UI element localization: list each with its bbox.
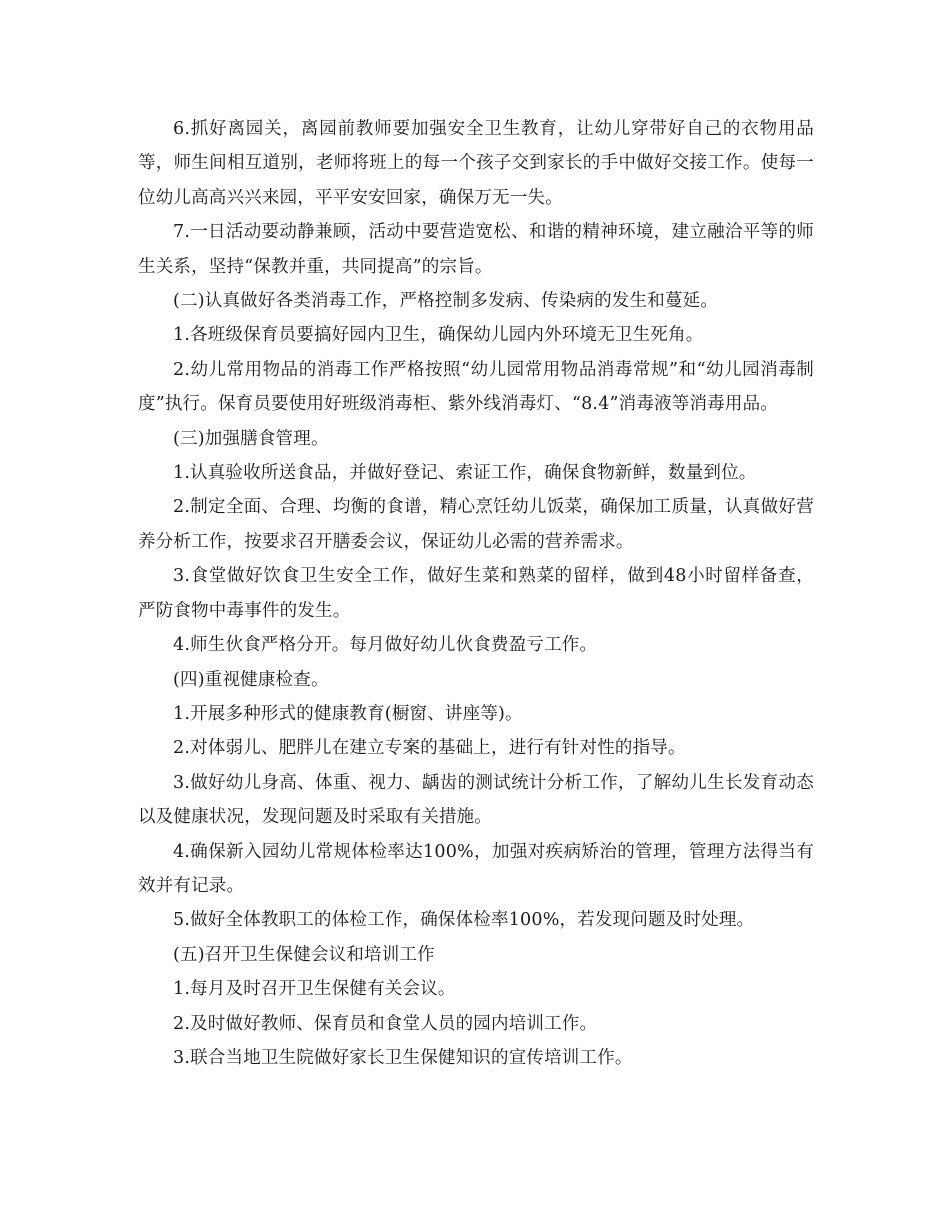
paragraph-18: 1.每月及时召开卫生保健有关会议。	[173, 979, 456, 1000]
section-heading-2: (二)认真做好各类消毒工作，严格控制多发病、传染病的发生和蔓延。	[173, 291, 719, 312]
paragraph-1: 6.抓好离园关，离园前教师要加强安全卫生教育，让幼儿穿带好自己的衣物用品等，师生间相互道别，老师将班上的每一个孩子交到家长的手中做好交接工作。使每一位幼儿高高兴兴来园，平平安安回家，确保万无一失。	[138, 119, 814, 208]
section-heading-4: (四)重视健康检查。	[173, 669, 329, 690]
section-heading-5: (五)召开卫生保健会议和培训工作	[173, 944, 435, 965]
paragraph-2: 7.一日活动要动静兼顾，活动中要营造宽松、和谐的精神环境，建立融洽平等的师生关系，坚持“保教并重，共同提高”的宗旨。	[138, 222, 814, 277]
paragraph-9: 3.食堂做好饮食卫生安全工作，做好生菜和熟菜的留样，做到48小时留样备查，严防食物中毒事件的发生。	[138, 566, 814, 621]
paragraph-13: 2.对体弱儿、肥胖儿在建立专案的基础上，进行有针对性的指导。	[173, 738, 686, 759]
paragraph-12: 1.开展多种形式的健康教育(橱窗、讲座等)。	[173, 703, 523, 724]
paragraph-16: 5.做好全体教职工的体检工作，确保体检率100%，若发现问题及时处理。	[173, 910, 755, 931]
paragraph-4: 1.各班级保育员要搞好园内卫生，确保幼儿园内外环境无卫生死角。	[173, 325, 704, 346]
paragraph-10: 4.师生伙食严格分开。每月做好幼儿伙食费盈亏工作。	[173, 635, 598, 656]
paragraph-15: 4.确保新入园幼儿常规体检率达100%，加强对疾病矫治的管理，管理方法得当有效并有记录。	[138, 841, 814, 896]
paragraph-20: 3.联合当地卫生院做好家长卫生保健知识的宣传培训工作。	[173, 1047, 633, 1068]
document-body	[138, 112, 814, 1075]
paragraph-5: 2.幼儿常用物品的消毒工作严格按照“幼儿园常用物品消毒常规”和“幼儿园消毒制度”执行。保育员要使用好班级消毒柜、紫外线消毒灯、“8.4”消毒液等消毒用品。	[138, 359, 814, 415]
paragraph-8: 2.制定全面、合理、均衡的食谱，精心烹饪幼儿饭菜，确保加工质量，认真做好营养分析工作，按要求召开膳委会议，保证幼儿必需的营养需求。	[138, 497, 814, 552]
section-heading-3: (三)加强膳食管理。	[173, 428, 329, 449]
paragraph-7: 1.认真验收所送食品，并做好登记、索证工作，确保食物新鲜，数量到位。	[173, 463, 757, 484]
paragraph-14: 3.做好幼儿身高、体重、视力、龋齿的测试统计分析工作，了解幼儿生长发育动态以及健康状况，发现问题及时采取有关措施。	[138, 772, 814, 828]
paragraph-19: 2.及时做好教师、保育员和食堂人员的园内培训工作。	[173, 1013, 598, 1034]
